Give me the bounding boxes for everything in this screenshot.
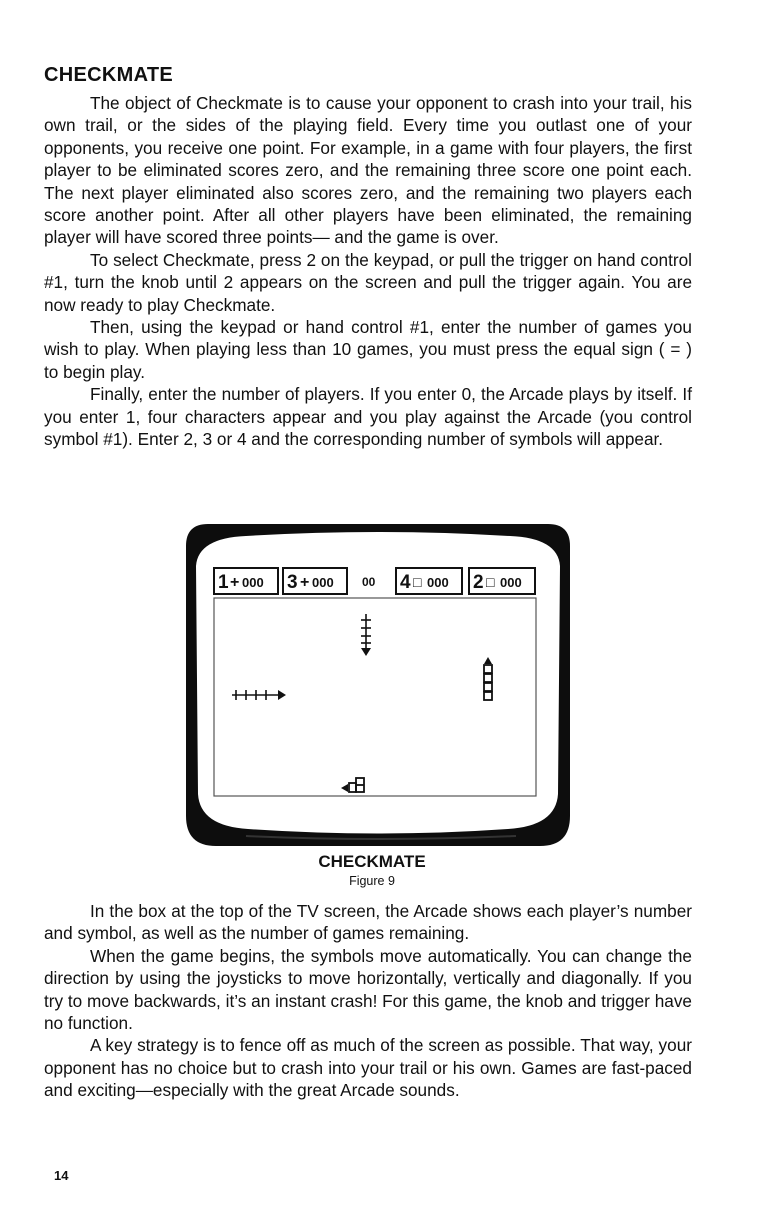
page-number: 14 xyxy=(54,1168,69,1183)
svg-text:□: □ xyxy=(413,574,422,590)
paragraph: The object of Checkmate is to cause your opponent to crash into your trail, his own trail, or the sides of the playing field. Every time you outlast one of your opponents, you receive one point. For example, in a game with four players, the first player to be eliminated scores zero, and the remaining three score one point each. The next player eliminated also scores zero, and the remaining two players each score another point. After all other players have been eliminated, the remaining player will have scored three points— and the game is over. xyxy=(44,93,692,248)
svg-text:+: + xyxy=(230,574,240,591)
paragraph: Then, using the keypad or hand control #1, enter the number of games you wish to play. When playing less than 10 games, you must press the equal sign ( = ) to begin play. xyxy=(44,317,692,382)
svg-text:000: 000 xyxy=(242,575,264,590)
svg-text:4: 4 xyxy=(400,572,411,593)
svg-text:3: 3 xyxy=(287,572,298,593)
paragraph: Finally, enter the number of players. If you enter 0, the Arcade plays by itself. If you enter 1, four characters appear and you play against the Arcade (you control symbol #1). Enter 2, 3 or 4 and the corresponding number of symbols will appear. xyxy=(44,384,692,450)
paragraph: A key strategy is to fence off as much of the screen as possible. That way, your opponent has no choice but to crash into your trail or his own. Games are fast-paced and exciting—especially with the great Arcade sounds. xyxy=(44,1035,692,1101)
games-remaining-counter xyxy=(362,575,376,589)
paragraph: When the game begins, the symbols move automatically. You can change the direction by using the joysticks to move horizontally, vertically and diagonally. If you try to move backwards, it’s an instant crash! For this game, the knob and trigger have no function. xyxy=(44,945,692,1034)
intro-text xyxy=(44,92,692,451)
tv-screen-figure xyxy=(186,524,570,846)
svg-text:000: 000 xyxy=(312,575,334,590)
figure-label: Figure 9 xyxy=(349,874,395,888)
svg-text:1: 1 xyxy=(218,572,229,593)
paragraph: To select Checkmate, press 2 on the keypad, or pull the trigger on hand control #1, turn the knob until 2 appears on the screen and pull the trigger again. You are now ready to play Checkmate. xyxy=(44,249,692,315)
svg-text:2: 2 xyxy=(473,572,484,593)
section-heading: CHECKMATE xyxy=(44,64,173,86)
svg-text:00: 00 xyxy=(362,575,376,589)
svg-text:□: □ xyxy=(486,574,495,590)
svg-text:000: 000 xyxy=(427,575,449,590)
outro-text xyxy=(44,900,692,1102)
svg-text:+: + xyxy=(300,574,310,591)
paragraph: In the box at the top of the TV screen, the Arcade shows each player’s number and symbol, as well as the number of games remaining. xyxy=(44,901,692,944)
svg-text:000: 000 xyxy=(500,575,522,590)
figure-title: CHECKMATE xyxy=(318,852,426,871)
